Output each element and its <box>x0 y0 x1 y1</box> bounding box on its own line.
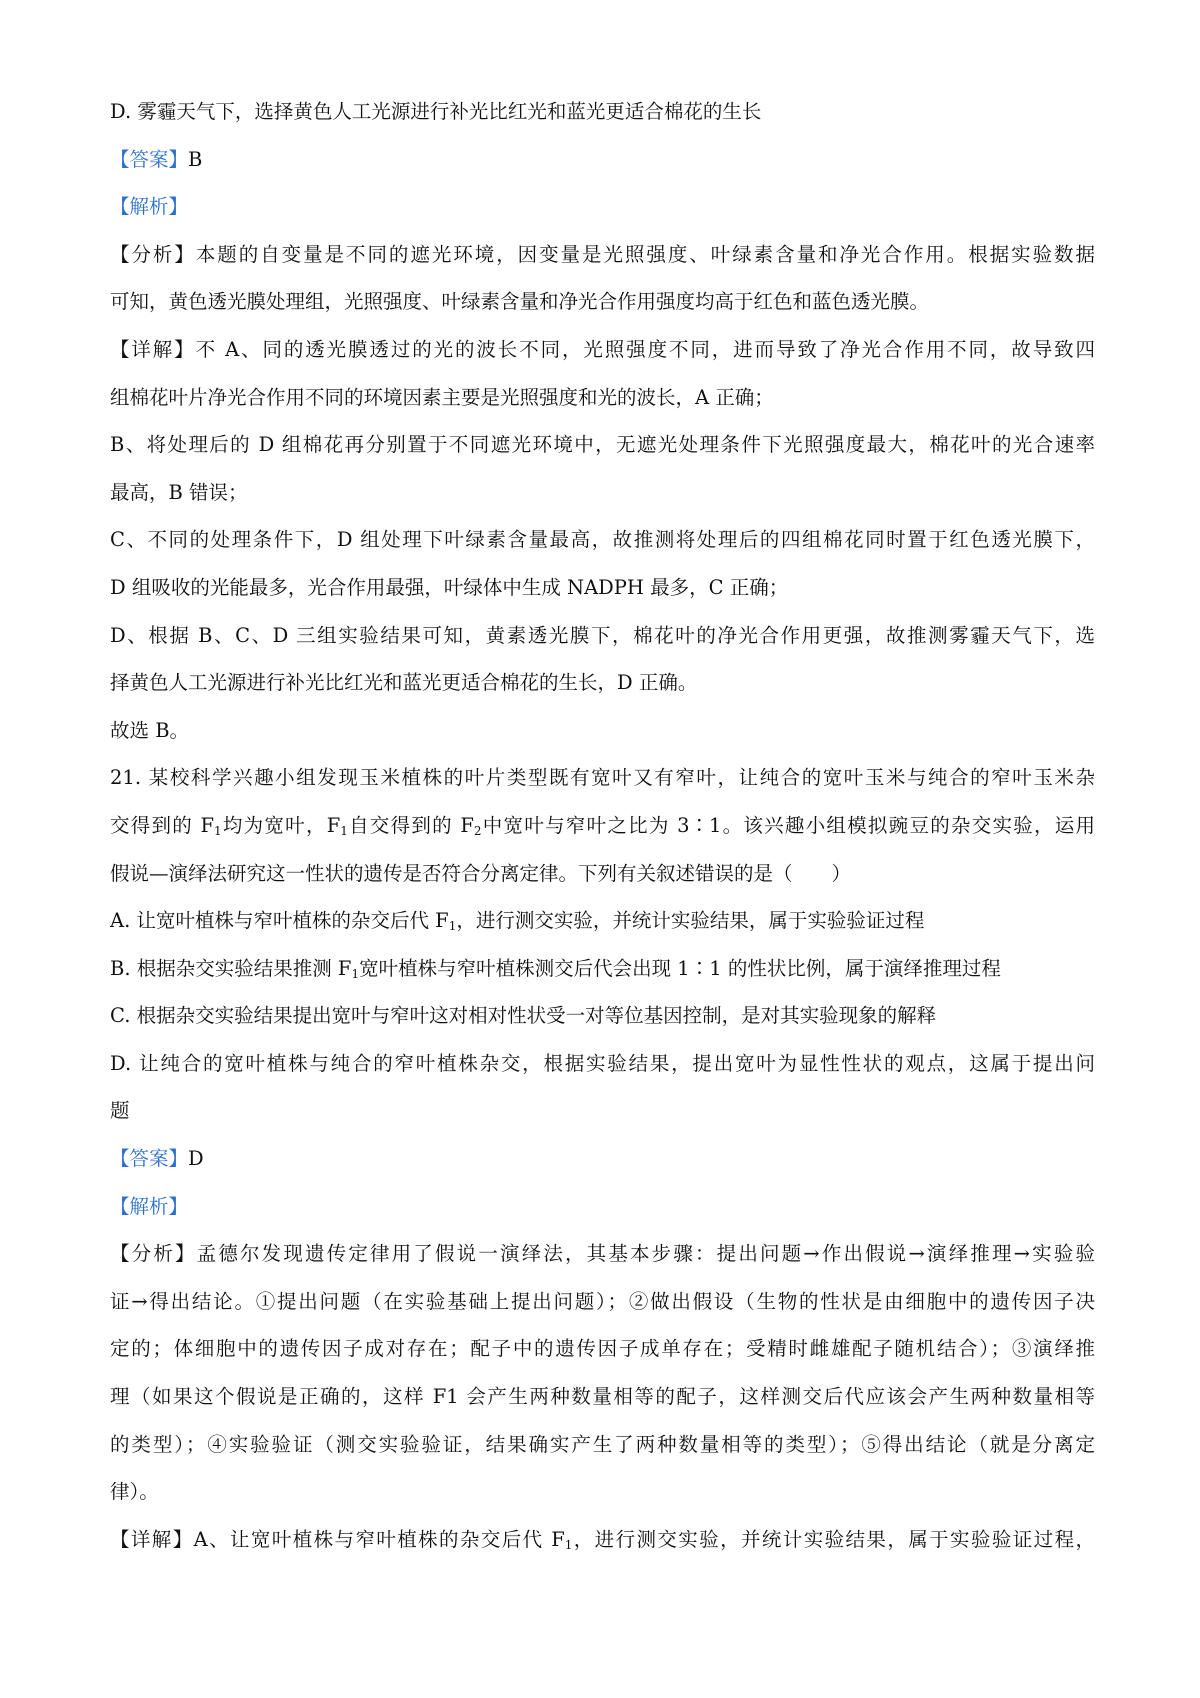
q21-option-b <box>110 945 1095 993</box>
prev-answer-line <box>110 136 1095 184</box>
xiangjie-text: 不 A、同的透光膜透过的光的波长不同，光照强度不同，进而导致了净光合作用不同，故导致四 <box>195 337 1095 361</box>
xiangjie-tag: 【详解】 <box>110 337 196 361</box>
fenxi-tag: 【分析】 <box>110 242 196 266</box>
option-a-text-2: ，进行测交实验，并统计实验结果，属于实验验证过程 <box>456 909 925 933</box>
option-a-text: A. 让宽叶植株与窄叶植株的杂交后代 F <box>110 909 449 933</box>
q21-stem-line-1: 21. 某校科学兴趣小组发现玉米植株的叶片类型既有宽叶又有窄叶，让纯合的宽叶玉米与纯合的窄叶玉米杂 <box>110 766 1095 790</box>
option-b-text-2: 宽叶植株与窄叶植株测交后代会出现 1∶1 的性状比例，属于演绎推理过程 <box>359 956 1001 980</box>
prev-fenxi-line-1 <box>110 231 1095 279</box>
prev-xiangjie-c-line-2: D 组吸收的光能最多，光合作用最强，叶绿体中生成 NADPH 最多，C 正确； <box>110 575 789 599</box>
xiangjie-tag: 【详解】 <box>110 1527 194 1551</box>
fenxi-tag: 【分析】 <box>110 1242 197 1266</box>
q21-fenxi-line-4: 理（如果这个假说是正确的，这样 F1 会产生两种数量相等的配子，这样测交后代应该会产生两种数量相等 <box>110 1385 1095 1409</box>
xiangjie-text-2: ，进行测交实验，并统计实验结果，属于实验验证过程， <box>572 1527 1095 1551</box>
q21-option-d-line-1: D. 让纯合的宽叶植株与纯合的窄叶植株杂交，根据实验结果，提出宽叶为显性性状的观点，这属于提出问 <box>110 1051 1095 1075</box>
answer-tag: 【答案】 <box>110 147 189 171</box>
analysis-tag: 【解析】 <box>110 1194 189 1218</box>
answer-value: B <box>188 147 203 171</box>
q21-answer-line <box>110 1135 1095 1183</box>
subscript-1: 1 <box>351 966 360 981</box>
document-page <box>110 88 1095 1563</box>
answer-value: D <box>188 1147 204 1171</box>
prev-xiangjie-c-line-1: C、不同的处理条件下，D 组处理下叶绿素含量最高，故推测将处理后的四组棉花同时置于红色透光膜下， <box>110 528 1095 552</box>
xiangjie-text: A、让宽叶植株与窄叶植株的杂交后代 F <box>193 1527 565 1551</box>
prev-xiangjie-d-line-1: D、根据 B、C、D 三组实验结果可知，黄素透光膜下，棉花叶的净光合作用更强，故推测雾霾天气下，选 <box>110 623 1095 647</box>
subscript-1: 1 <box>448 919 457 934</box>
stem-text-d: 中宽叶与窄叶之比为 3∶1。该兴趣小组模拟豌豆的杂交实验，运用 <box>481 813 1095 837</box>
fenxi-text: 本题的自变量是不同的遮光环境，因变量是光照强度、叶绿素含量和净光合作用。根据实验数据 <box>195 242 1095 266</box>
subscript-1: 1 <box>214 823 222 838</box>
stem-text-a: 交得到的 F <box>110 813 215 837</box>
prev-fenxi-line-2: 可知，黄色透光膜处理组，光照强度、叶绿素含量和净光合作用强度均高于红色和蓝色透光膜。 <box>110 290 930 314</box>
stem-text-b: 均为宽叶，F <box>221 813 341 837</box>
answer-tag: 【答案】 <box>110 1147 189 1171</box>
prev-xiangjie-b-line-2: 最高，B 错误； <box>110 480 248 504</box>
subscript-1: 1 <box>340 823 348 838</box>
q21-fenxi-line-5: 的类型）；④实验验证（测交实验验证，结果确实产生了两种数量相等的类型）；⑤得出结论（就是分离定 <box>110 1432 1095 1456</box>
q21-xiangjie-line-1 <box>110 1516 1095 1564</box>
prev-conclusion: 故选 B。 <box>110 718 190 742</box>
q21-fenxi-line-2: 证→得出结论。①提出问题（在实验基础上提出问题）；②做出假设（生物的性状是由细胞中的遗传因子决 <box>110 1289 1095 1313</box>
q21-stem-line-3: 假说—演绎法研究这一性状的遗传是否符合分离定律。下列有关叙述错误的是（ ） <box>110 861 852 885</box>
prev-xiangjie-d-line-2: 择黄色人工光源进行补光比红光和蓝光更适合棉花的生长，D 正确。 <box>110 671 698 695</box>
q21-option-a <box>110 897 1095 945</box>
prev-xiangjie-line-1 <box>110 326 1095 374</box>
fenxi-text: 孟德尔发现遗传定律用了假说一演绎法，其基本步骤：提出问题→作出假说→演绎推理→实验验 <box>196 1242 1095 1266</box>
q21-option-d-line-2: 题 <box>110 1099 130 1123</box>
prev-analysis-line <box>110 183 1095 231</box>
prev-xiangjie-line-2: 组棉花叶片净光合作用不同的环境因素主要是光照强度和光的波长，A 正确； <box>110 385 774 409</box>
q21-fenxi-line-1 <box>110 1230 1095 1278</box>
subscript-2: 2 <box>473 823 482 838</box>
q21-fenxi-line-3: 定的；体细胞中的遗传因子成对存在；配子中的遗传因子成单存在；受精时雌雄配子随机结合）；③演绎推 <box>110 1337 1095 1361</box>
analysis-tag: 【解析】 <box>110 195 189 219</box>
q21-stem-line-2 <box>110 802 1095 850</box>
q21-option-c: C. 根据杂交实验结果提出宽叶与窄叶这对相对性状受一对等位基因控制，是对其实验现象的解释 <box>110 1004 937 1028</box>
option-b-text: B. 根据杂交实验结果推测 F <box>110 956 352 980</box>
q21-fenxi-line-6: 律）。 <box>110 1480 159 1504</box>
prev-xiangjie-b-line-1: B、将处理后的 D 组棉花再分别置于不同遮光环境中，无遮光处理条件下光照强度最大，棉花叶的光合速率 <box>110 433 1095 457</box>
prev-option-d: D. 雾霾天气下，选择黄色人工光源进行补光比红光和蓝光更适合棉花的生长 <box>110 100 762 123</box>
q21-analysis-line <box>110 1183 1095 1231</box>
stem-text-c: 自交得到的 F <box>347 813 474 837</box>
subscript-1: 1 <box>564 1537 573 1552</box>
